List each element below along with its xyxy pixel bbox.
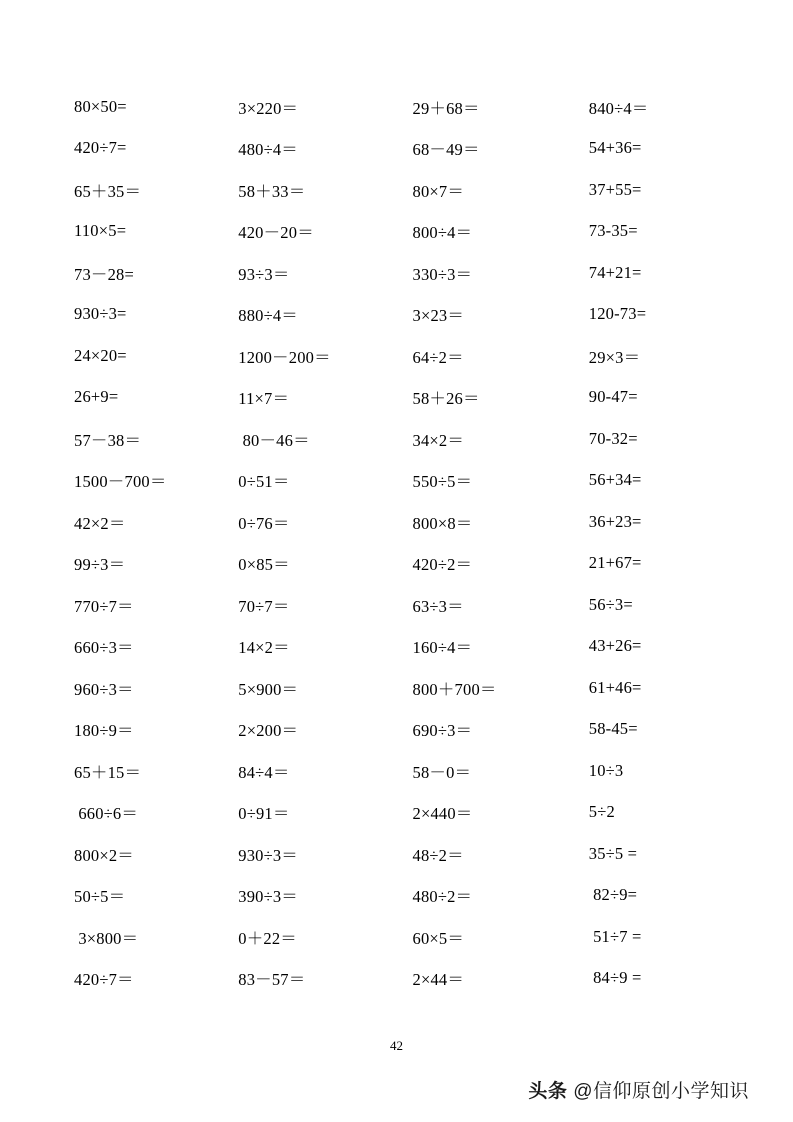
problem-cell: 21+67= xyxy=(588,553,642,573)
problem-cell: 960÷3＝ xyxy=(74,679,134,699)
problem-cell: 65＋35＝ xyxy=(74,181,142,201)
problem-cell: 83－57＝ xyxy=(238,970,306,990)
problem-cell: 54+36= xyxy=(588,138,642,158)
problem-cell: 26+9= xyxy=(74,387,119,407)
problem-cell: 0÷76＝ xyxy=(238,513,290,533)
problem-cell: 93÷3＝ xyxy=(238,264,290,284)
watermark xyxy=(528,1076,749,1103)
problem-cell: 58＋33＝ xyxy=(238,181,306,201)
problem-cell: 0÷91＝ xyxy=(238,804,290,824)
problem-cell: 800＋700＝ xyxy=(412,679,497,699)
problem-cell: 74+21= xyxy=(588,262,642,282)
problem-cell: 690÷3＝ xyxy=(412,721,473,741)
problem-cell: 420÷7＝ xyxy=(74,970,134,990)
page-number: 42 xyxy=(390,1038,403,1053)
problem-cell: 770÷7＝ xyxy=(74,596,134,616)
problem-cell: 84÷9 = xyxy=(588,968,642,988)
problem-cell: 51÷7 = xyxy=(588,926,642,946)
problem-cell: 11×7＝ xyxy=(238,389,290,409)
problem-cell: 80×50= xyxy=(74,96,127,116)
problem-cell: 2×200＝ xyxy=(238,721,299,741)
problem-cell: 14×2＝ xyxy=(238,638,290,658)
problem-cell: 660÷3＝ xyxy=(74,638,134,658)
problem-cell: 29×3＝ xyxy=(588,347,641,367)
problem-cell: 84÷4＝ xyxy=(238,762,290,782)
problem-cell: 82÷9= xyxy=(588,885,638,905)
problem-cell: 110×5= xyxy=(74,221,127,241)
problem-cell: 160÷4＝ xyxy=(412,638,473,658)
problem-cell: 63÷3＝ xyxy=(412,596,464,616)
watermark-text: @信仰原创小学知识 xyxy=(567,1081,749,1102)
problem-cell: 56÷3= xyxy=(588,594,633,614)
problem-cell: 43+26= xyxy=(588,636,642,656)
problem-cell: 120-73= xyxy=(588,304,647,324)
problem-cell: 70-32= xyxy=(588,428,638,448)
problem-cell: 56+34= xyxy=(588,470,642,490)
problem-cell: 64÷2＝ xyxy=(412,347,464,367)
problem-cell: 73-35= xyxy=(588,221,638,241)
problem-cell: 10÷3 xyxy=(588,760,624,780)
problem-cell: 5×900＝ xyxy=(238,679,299,699)
problem-cell: 80－46＝ xyxy=(238,430,310,450)
problem-cell: 550÷5＝ xyxy=(412,472,473,492)
problem-cell: 42×2＝ xyxy=(74,513,126,533)
problem-cell: 37+55= xyxy=(588,179,642,199)
problem-cell: 0×85＝ xyxy=(238,555,290,575)
problem-cell: 48÷2＝ xyxy=(412,845,464,865)
problem-cell: 0÷51＝ xyxy=(238,472,290,492)
problem-cell: 58－0＝ xyxy=(412,762,472,782)
problem-cell: 2×440＝ xyxy=(412,804,473,824)
problem-cell: 35÷5 = xyxy=(588,843,638,863)
problem-cell: 50÷5＝ xyxy=(74,887,126,907)
problem-cell: 1500－700＝ xyxy=(74,472,167,492)
problem-cell: 800×2＝ xyxy=(74,845,135,865)
problem-cell: 930÷3= xyxy=(74,304,127,324)
problem-cell: 420－20＝ xyxy=(238,223,314,243)
problem-cell: 24×20= xyxy=(74,345,127,365)
problem-cell: 0＋22＝ xyxy=(238,928,297,948)
problem-cell: 800×8＝ xyxy=(412,513,473,533)
problem-cell: 80×7＝ xyxy=(412,181,465,201)
problem-cell: 330÷3＝ xyxy=(412,264,473,284)
problem-cell: 930÷3＝ xyxy=(238,845,299,865)
problem-cell: 61+46= xyxy=(588,677,642,697)
problem-cell: 3×800＝ xyxy=(74,928,139,948)
problem-cell: 58＋26＝ xyxy=(412,389,480,409)
problem-cell: 65＋15＝ xyxy=(74,762,142,782)
problem-cell: 68－49＝ xyxy=(412,140,480,160)
problem-cell: 1200－200＝ xyxy=(238,347,331,367)
problem-cell: 480÷4＝ xyxy=(238,140,299,160)
problem-cell: 2×44＝ xyxy=(412,970,465,990)
problem-cell: 58-45= xyxy=(588,719,638,739)
problem-cell: 3×220＝ xyxy=(238,98,299,118)
problem-cell: 60×5＝ xyxy=(412,928,465,948)
problems-grid xyxy=(60,86,733,999)
problem-cell: 420÷7= xyxy=(74,138,127,158)
problem-cell: 90-47= xyxy=(588,387,638,407)
problem-cell: 480÷2＝ xyxy=(412,887,473,907)
problem-cell: 57－38＝ xyxy=(74,430,142,450)
problem-cell: 70÷7＝ xyxy=(238,596,290,616)
problem-cell: 99÷3＝ xyxy=(74,555,126,575)
problem-cell: 660÷6＝ xyxy=(74,804,139,824)
problem-cell: 180÷9＝ xyxy=(74,721,134,741)
problem-cell: 29＋68＝ xyxy=(412,98,480,118)
problem-cell: 36+23= xyxy=(588,511,642,531)
problem-cell: 420÷2＝ xyxy=(412,555,473,575)
problem-cell: 880÷4＝ xyxy=(238,306,299,326)
problem-cell: 800÷4＝ xyxy=(412,223,473,243)
watermark-prefix: 头条 xyxy=(528,1081,568,1102)
problem-cell: 5÷2 xyxy=(588,802,615,822)
problem-cell: 390÷3＝ xyxy=(238,887,299,907)
problem-cell: 73－28= xyxy=(74,264,135,284)
problem-cell: 840÷4＝ xyxy=(588,98,649,118)
problem-cell: 34×2＝ xyxy=(412,430,465,450)
problem-cell: 3×23＝ xyxy=(412,306,465,326)
